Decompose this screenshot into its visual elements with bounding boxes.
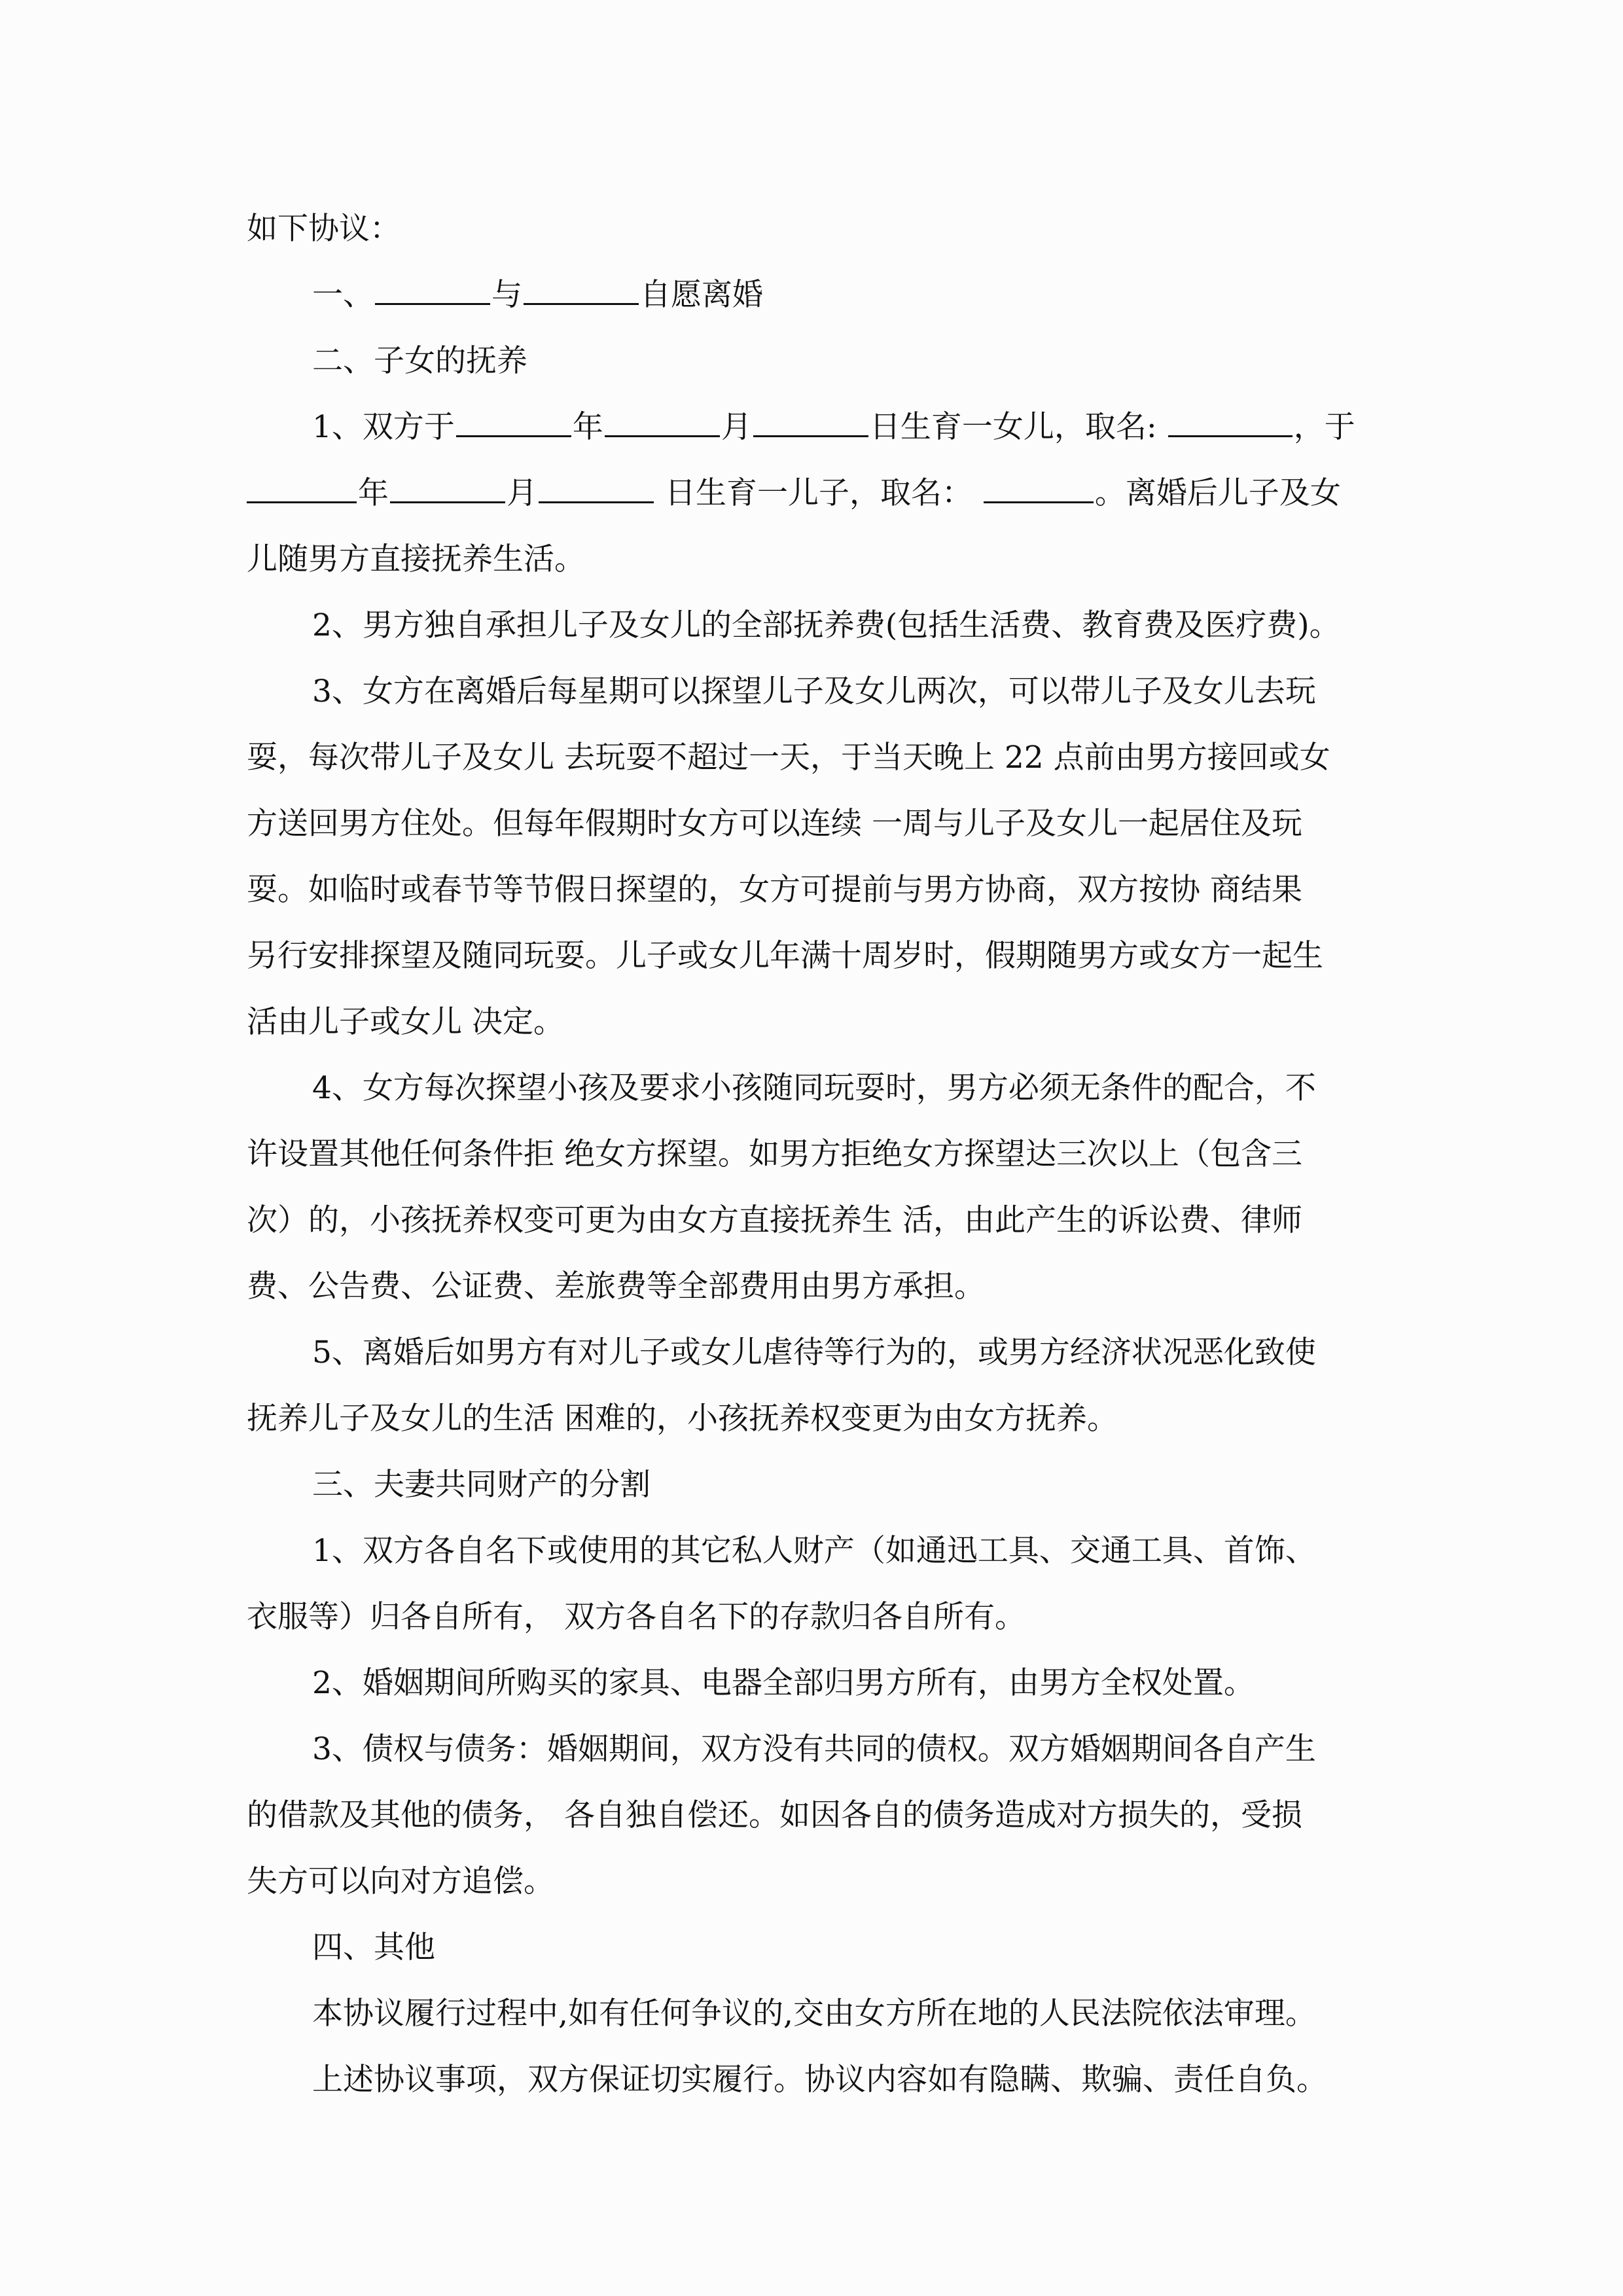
section-1-prefix: 一、	[312, 277, 374, 313]
text-segment: 日生育一女儿，取名:	[869, 409, 1157, 445]
paragraph-text: 衣服等）归各自所有， 双方各自名下的存款归各自所有。	[247, 1599, 1026, 1635]
daughter-name-blank[interactable]	[1168, 409, 1293, 437]
paragraph-text: 3、女方在离婚后每星期可以探望儿子及女儿两次，可以带儿子及女儿去玩	[312, 673, 1316, 709]
section-2-4-line-3	[247, 1202, 1379, 1268]
section-4-2-line	[247, 2062, 1379, 2128]
paragraph-text: 许设置其他任何条件拒 绝女方探望。如男方拒绝女方探望达三次以上（包含三	[247, 1136, 1302, 1172]
section-2-1-line-1	[247, 409, 1379, 475]
paragraph-text: 费、公告费、公证费、差旅费等全部费用由男方承担。	[247, 1268, 985, 1304]
section-3-3-line-1	[247, 1731, 1379, 1797]
text-segment: 月	[507, 475, 537, 511]
text-segment: 日生育一儿子，取名：	[655, 475, 972, 511]
paragraph-text: 3、债权与债务：婚姻期间，双方没有共同的债权。双方婚姻期间各自产生	[312, 1731, 1316, 1767]
section-3-2-line	[247, 1665, 1379, 1731]
section-2-3-line-1	[247, 673, 1379, 740]
daughter-birth-month-blank[interactable]	[605, 409, 720, 437]
text-segment: 月	[721, 409, 752, 445]
text-segment: 年	[358, 475, 389, 511]
section-2-2-line	[247, 607, 1379, 673]
section-2-heading: 二、子女的抚养	[312, 343, 527, 379]
paragraph-text: 抚养儿子及女儿的生活 困难的，小孩抚养权变更为由女方抚养。	[247, 1401, 1118, 1437]
son-birth-month-blank[interactable]	[390, 475, 505, 503]
paragraph-text: 另行安排探望及随同玩耍。儿子或女儿年满十周岁时，假期随男方或女方一起生	[247, 938, 1323, 974]
paragraph-text: 5、离婚后如男方有对儿子或女儿虐待等行为的，或男方经济状况恶化致使	[312, 1335, 1316, 1371]
text-segment: ，于	[1293, 409, 1355, 445]
paragraph-text: 次）的，小孩抚养权变可更为由女方直接抚养生 活，由此产生的诉讼费、律师	[247, 1202, 1302, 1238]
paragraph-text: 2、婚姻期间所购买的家具、电器全部归男方所有，由男方全权处置。	[312, 1665, 1255, 1701]
text-segment: 1、双方于	[312, 409, 455, 445]
son-birth-day-blank[interactable]	[539, 475, 654, 503]
son-birth-year-blank[interactable]	[247, 475, 357, 503]
section-2-1-line-3	[247, 541, 1379, 607]
section-2-4-line-4	[247, 1268, 1379, 1335]
intro-line	[247, 211, 1379, 277]
party-b-blank[interactable]	[524, 277, 639, 305]
section-2-3-line-5	[247, 938, 1379, 1004]
paragraph-text: 2、男方独自承担儿子及女儿的全部抚养费(包括生活费、教育费及医疗费)。	[312, 607, 1340, 643]
section-1-line	[247, 277, 1379, 343]
daughter-birth-day-blank[interactable]	[753, 409, 868, 437]
son-name-blank[interactable]	[984, 475, 1094, 503]
section-2-4-line-2	[247, 1136, 1379, 1202]
paragraph-text: 耍，每次带儿子及女儿 去玩耍不超过一天，于当天晚上 22 点前由男方接回或女	[247, 740, 1330, 776]
text-segment: 儿随男方直接抚养生活。	[247, 541, 585, 577]
text-segment: 。离婚后儿子及女	[1094, 475, 1341, 511]
section-1-suffix: 自愿离婚	[640, 277, 763, 313]
text-segment: 年	[572, 409, 603, 445]
section-4-title	[247, 1929, 1379, 1996]
section-1-mid: 与	[491, 277, 522, 313]
section-2-3-line-6	[247, 1004, 1379, 1070]
paragraph-text: 上述协议事项，双方保证切实履行。协议内容如有隐瞒、欺骗、责任自负。	[312, 2062, 1327, 2098]
daughter-birth-year-blank[interactable]	[456, 409, 571, 437]
section-2-3-line-2	[247, 740, 1379, 806]
section-3-3-line-3	[247, 1863, 1379, 1929]
paragraph-text: 的借款及其他的债务， 各自独自偿还。如因各自的债务造成对方损失的，受损	[247, 1797, 1302, 1833]
section-2-title	[247, 343, 1379, 409]
paragraph-text: 方送回男方住处。但每年假期时女方可以连续 一周与儿子及女儿一起居住及玩	[247, 806, 1302, 842]
paragraph-text: 本协议履行过程中,如有任何争议的,交由女方所在地的人民法院依法审理。	[312, 1996, 1316, 2032]
intro-text: 如下协议：	[247, 211, 401, 247]
section-4-1-line	[247, 1996, 1379, 2062]
section-3-3-line-2	[247, 1797, 1379, 1863]
section-2-3-line-4	[247, 872, 1379, 938]
party-a-blank[interactable]	[375, 277, 490, 305]
paragraph-text: 1、双方各自名下或使用的其它私人财产（如通迅工具、交通工具、首饰、	[312, 1533, 1316, 1569]
section-2-1-line-2	[247, 475, 1379, 541]
paragraph-text: 活由儿子或女儿 决定。	[247, 1004, 564, 1040]
section-3-title	[247, 1467, 1379, 1533]
section-2-3-line-3	[247, 806, 1379, 872]
paragraph-text: 耍。如临时或春节等节假日探望的，女方可提前与男方协商，双方按协 商结果	[247, 872, 1302, 908]
paragraph-text: 4、女方每次探望小孩及要求小孩随同玩耍时，男方必须无条件的配合，不	[312, 1070, 1316, 1106]
section-3-heading: 三、夫妻共同财产的分割	[312, 1467, 651, 1503]
section-3-1-line-1	[247, 1533, 1379, 1599]
document-page	[247, 211, 1379, 2128]
paragraph-text: 失方可以向对方追偿。	[247, 1863, 554, 1899]
section-2-5-line-2	[247, 1401, 1379, 1467]
section-2-4-line-1	[247, 1070, 1379, 1136]
section-4-heading: 四、其他	[312, 1929, 435, 1965]
section-3-1-line-2	[247, 1599, 1379, 1665]
section-2-5-line-1	[247, 1335, 1379, 1401]
